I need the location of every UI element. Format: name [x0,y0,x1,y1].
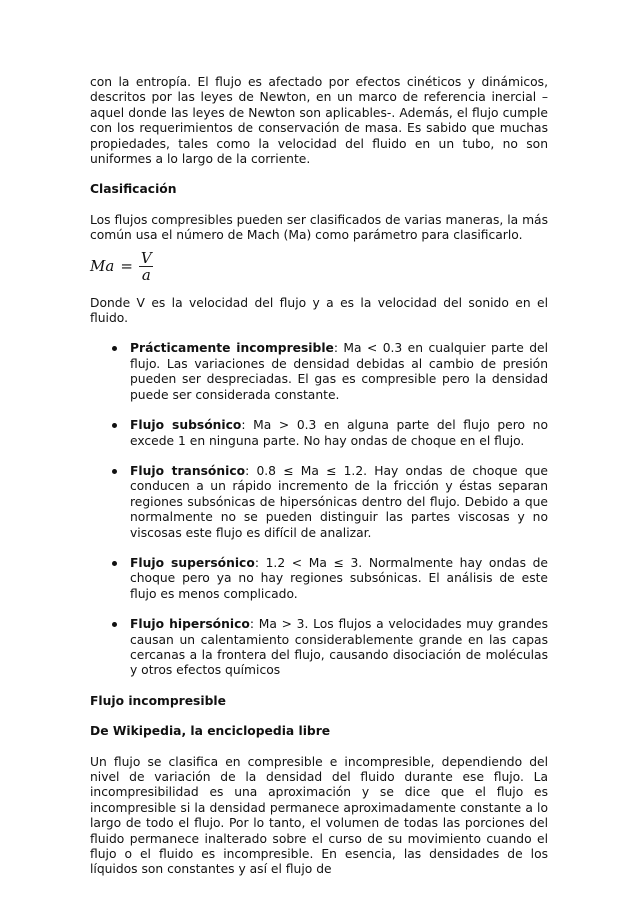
formula-equals: = [120,256,133,275]
formula-explanation: Donde V es la velocidad del flujo y a es la velocidad del sonido en el fluido. [90,295,548,326]
list-item-term: Flujo hipersónico [130,617,250,632]
bullet-icon [112,346,117,351]
section-subheading-wikipedia: De Wikipedia, la enciclopedia libre [90,724,331,739]
intro-paragraph: con la entropía. El flujo es afectado por efectos cinéticos y dinámicos, descritos por las leyes de Newton, en un marco de referencia inercial –aquel donde las leyes de Newton son aplicables-. Además, el flujo cumple con los requerimientos de conservación de masa. Es sabido que muchas propiedades, tales como la velocidad del fluido en un tubo, no son uniformes a lo largo de la corriente. [90,75,548,167]
mach-classification-list [90,341,548,678]
bullet-icon [112,423,117,428]
formula-numerator: V [140,249,152,268]
list-item [90,464,548,541]
list-item-text: : Ma < 0.3 en cualquier parte del flujo. Las variaciones de densidad debidas al cambio de presión pueden ser despreciadas. El gas es compresible pero la densidad puede ser considerada constante. [130,341,548,402]
bullet-icon [112,469,117,474]
list-item [90,556,548,602]
formula-lhs: Ma [90,256,115,275]
bullet-icon [112,622,117,627]
list-item-text: : 0.8 ≤ Ma ≤ 1.2. Hay ondas de choque que conducen a un rápido incremento de la fricción y éstas separan regiones subsónicas de hipersónicas dentro del flujo. Debido a que normalmente no se pueden distinguir las partes viscosas y no viscosas este flujo es difícil de analizar. [130,463,548,540]
list-item [90,418,548,449]
formula-fraction [139,250,154,283]
formula-denominator: a [141,266,151,285]
list-item [90,341,548,403]
classification-paragraph: Los flujos compresibles pueden ser clasificados de varias maneras, la más común usa el número de Mach (Ma) como parámetro para clasificarlo. [90,212,548,243]
list-item-term: Flujo subsónico [130,418,242,433]
list-item-term: Prácticamente incompresible [130,341,334,356]
section-heading-clasificacion: Clasificación [90,182,177,197]
section-heading-flujo-incompresible: Flujo incompresible [90,693,226,708]
list-item [90,617,548,679]
list-item-term: Flujo transónico [130,463,246,478]
mach-formula [90,244,548,290]
incompressible-paragraph: Un flujo se clasifica en compresible e incompresible, dependiendo del nivel de variación de la densidad del fluido durante ese flujo. La incompresibilidad es una aproximación y se dice que el flujo es incompresible si la densidad permanece aproximadamente constante a lo largo de todo el flujo. Por lo tanto, el volumen de todas las porciones del fluido permanece inalterado sobre el curso de su movimiento cuando el flujo o el fluido es incompresible. En esencia, las densidades de los líquidos son constantes y así el flujo de [90,754,548,877]
bullet-icon [112,561,117,566]
list-item-text: : Ma > 0.3 en alguna parte del flujo pero no excede 1 en ninguna parte. No hay ondas de choque en el flujo. [130,418,548,448]
list-item-text: : Ma > 3. Los flujos a velocidades muy grandes causan un calentamiento considerablemente grande en las capas cercanas a la frontera del flujo, causando disociación de moléculas y otros efectos químicos [130,617,548,678]
list-item-term: Flujo supersónico [130,555,255,570]
list-item-text: : 1.2 < Ma ≤ 3. Normalmente hay ondas de choque pero ya no hay regiones subsónicas. El análisis de este flujo es menos complicado. [130,555,549,601]
